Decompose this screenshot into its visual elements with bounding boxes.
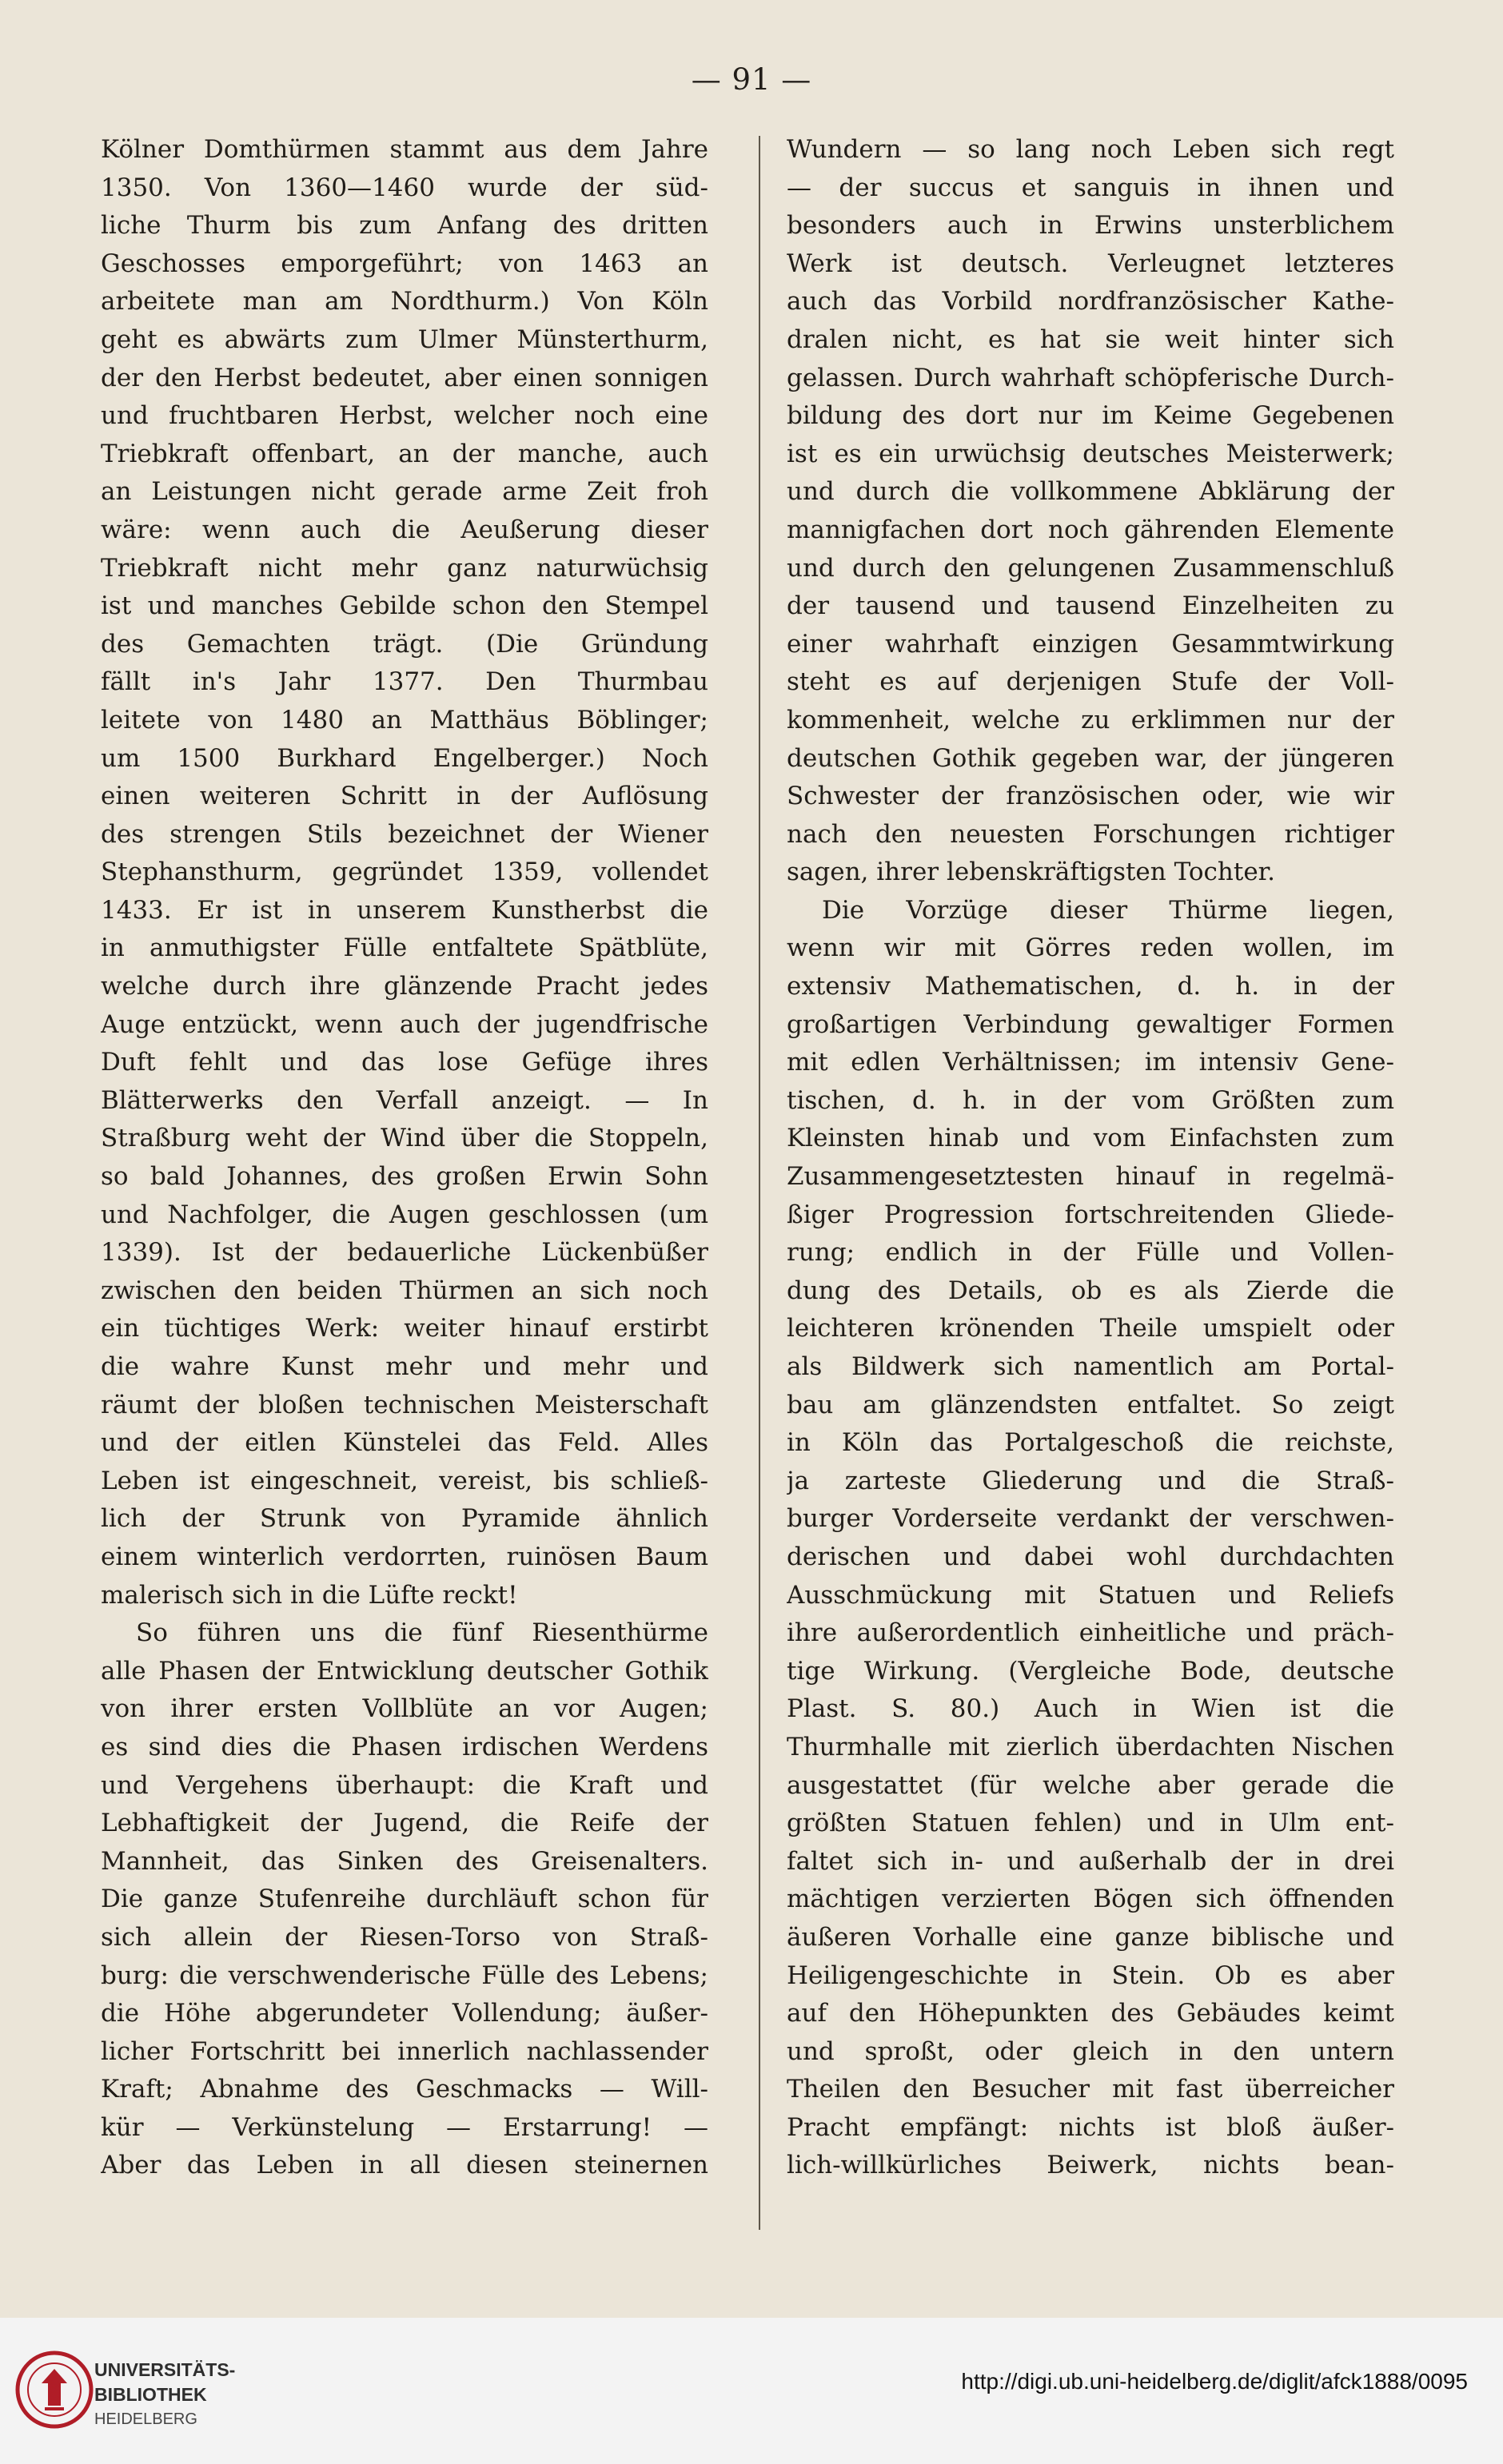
text-line: So führen uns die fünf Riesenthürme: [136, 1618, 708, 1648]
text-line: Kölner Domthürmen stammt aus dem Jahre: [101, 135, 708, 164]
text-line: Duft fehlt und das lose Gefüge ihres: [101, 1048, 708, 1077]
page-number: — 91 —: [691, 62, 812, 97]
text-line: es sind dies die Phasen irdischen Werdens: [101, 1732, 708, 1761]
text-line: 1339). Ist der bedauerliche Lückenbüßer: [101, 1238, 708, 1268]
text-line: sagen, ihrer lebenskräftigsten Tochter.: [787, 858, 1275, 887]
text-line: ihre außerordentlich einheitliche und präch-: [787, 1618, 1394, 1648]
text-line: einer wahrhaft einzigen Gesammtwirkung: [787, 629, 1394, 659]
text-line: mit edlen Verhältnissen; im intensiv Gene-: [787, 1048, 1394, 1077]
text-line: kür — Verkünstelung — Erstarrung! —: [101, 2112, 708, 2142]
text-line: äußeren Vorhalle eine ganze biblische und: [787, 1922, 1394, 1952]
text-line: mannigfachen dort noch gährenden Elemente: [787, 515, 1394, 544]
text-line: Heiligengeschichte in Stein. Ob es aber: [787, 1960, 1394, 1990]
text-line: mächtigen verzierten Bögen sich öffnenden: [787, 1885, 1394, 1914]
text-line: 1433. Er ist in unserem Kunstherbst die: [101, 895, 708, 925]
text-line: der den Herbst bedeutet, aber einen sonnigen: [101, 363, 708, 392]
text-line: ein tüchtiges Werk: weiter hinauf erstirbt: [101, 1314, 708, 1343]
text-line: um 1500 Burkhard Engelberger.) Noch: [101, 743, 708, 773]
library-name-line-3: HEIDELBERG: [94, 2410, 197, 2428]
university-seal-icon: [14, 2350, 94, 2430]
text-line: 1350. Von 1360—1460 wurde der süd-: [101, 173, 708, 202]
text-line: geht es abwärts zum Ulmer Münsterthurm,: [101, 324, 708, 354]
text-line: und durch die vollkommene Abklärung der: [787, 477, 1394, 507]
text-line: Die Vorzüge dieser Thürme liegen,: [822, 895, 1394, 925]
text-line: ja zarteste Gliederung und die Straß-: [787, 1466, 1394, 1495]
text-line: die Höhe abgerundeter Vollendung; äußer-: [101, 1999, 708, 2028]
text-line: Wundern — so lang noch Leben sich regt: [787, 135, 1394, 164]
text-line: und der eitlen Künstelei das Feld. Alles: [101, 1428, 708, 1458]
text-line: faltet sich in- und außerhalb der in drei: [787, 1846, 1394, 1876]
right-text-column: [787, 131, 1394, 2185]
text-line: einen weiteren Schritt in der Auflösung: [101, 782, 708, 811]
text-line: lich der Strunk von Pyramide ähnlich: [101, 1504, 708, 1534]
text-line: die wahre Kunst mehr und mehr und: [101, 1352, 708, 1381]
text-line: des Gemachten trägt. (Die Gründung: [101, 629, 708, 659]
text-line: dung des Details, ob es als Zierde die: [787, 1276, 1394, 1305]
text-line: Geschosses emporgeführt; von 1463 an: [101, 249, 708, 278]
text-line: steht es auf derjenigen Stufe der Voll-: [787, 667, 1394, 697]
text-line: bau am glänzendsten entfaltet. So zeigt: [787, 1390, 1394, 1419]
text-line: dralen nicht, es hat sie weit hinter sich: [787, 324, 1394, 354]
text-line: des strengen Stils bezeichnet der Wiener: [101, 819, 708, 849]
text-line: und durch den gelungenen Zusammenschluß: [787, 553, 1394, 583]
text-line: derischen und dabei wohl durchdachten: [787, 1542, 1394, 1571]
text-line: — der succus et sanguis in ihnen und: [787, 173, 1394, 202]
text-line: Triebkraft offenbart, an der manche, auch: [101, 439, 708, 468]
text-line: deutschen Gothik gegeben war, der jüngeren: [787, 743, 1394, 773]
text-line: extensiv Mathematischen, d. h. in der: [787, 972, 1394, 1001]
library-footer: [0, 2318, 1503, 2464]
text-line: auf den Höhepunkten des Gebäudes keimt: [787, 1999, 1394, 2028]
text-line: burger Vorderseite verdankt der verschwen-: [787, 1504, 1394, 1534]
text-line: tige Wirkung. (Vergleiche Bode, deutsche: [787, 1656, 1394, 1686]
text-line: größten Statuen fehlen) und in Ulm ent-: [787, 1809, 1394, 1838]
text-line: so bald Johannes, des großen Erwin Sohn: [101, 1162, 708, 1192]
text-line: großartigen Verbindung gewaltiger Formen: [787, 1009, 1394, 1039]
text-line: lich-willkürliches Beiwerk, nichts bean-: [787, 2151, 1394, 2180]
library-name-line-1: UNIVERSITÄTS-: [94, 2359, 236, 2380]
text-line: Mannheit, das Sinken des Greisenalters.: [101, 1846, 708, 1876]
library-name-line-2: BIBLIOTHEK: [94, 2384, 207, 2405]
text-line: welche durch ihre glänzende Pracht jedes: [101, 972, 708, 1001]
text-line: nach den neuesten Forschungen richtiger: [787, 819, 1394, 849]
text-line: Straßburg weht der Wind über die Stoppeln,: [101, 1124, 708, 1153]
text-line: alle Phasen der Entwicklung deutscher Gothik: [101, 1656, 708, 1686]
text-line: von ihrer ersten Vollblüte an vor Augen;: [101, 1694, 708, 1724]
text-line: in anmuthigster Fülle entfaltete Spätblüte,: [101, 933, 708, 963]
text-line: wenn wir mit Görres reden wollen, im: [787, 933, 1394, 963]
text-line: sich allein der Riesen-Torso von Straß-: [101, 1922, 708, 1952]
text-line: als Bildwerk sich namentlich am Portal-: [787, 1352, 1394, 1381]
text-line: und fruchtbaren Herbst, welcher noch eine: [101, 401, 708, 431]
text-line: Triebkraft nicht mehr ganz naturwüchsig: [101, 553, 708, 583]
text-line: an Leistungen nicht gerade arme Zeit froh: [101, 477, 708, 507]
left-text-column: [101, 131, 708, 2185]
text-line: Lebhaftigkeit der Jugend, die Reife der: [101, 1809, 708, 1838]
text-line: Leben ist eingeschneit, vereist, bis schließ-: [101, 1466, 708, 1495]
text-line: räumt der bloßen technischen Meisterschaft: [101, 1390, 708, 1419]
text-line: in Köln das Portalgeschoß die reichste,: [787, 1428, 1394, 1458]
digital-library-link[interactable]: http://digi.ub.uni-heidelberg.de/diglit/afck1888/0095: [961, 2369, 1468, 2394]
text-line: licher Fortschritt bei innerlich nachlassender: [101, 2036, 708, 2066]
text-line: arbeitete man am Nordthurm.) Von Köln: [101, 287, 708, 316]
text-line: ausgestattet (für welche aber gerade die: [787, 1770, 1394, 1800]
text-line: leitete von 1480 an Matthäus Böblinger;: [101, 705, 708, 734]
text-line: Theilen den Besucher mit fast überreicher: [787, 2075, 1394, 2104]
text-line: ist es ein urwüchsig deutsches Meisterwerk;: [787, 439, 1394, 468]
text-line: malerisch sich in die Lüfte reckt!: [101, 1580, 518, 1610]
text-line: Werk ist deutsch. Verleugnet letzteres: [787, 249, 1394, 278]
text-line: Die ganze Stufenreihe durchläuft schon für: [101, 1885, 708, 1914]
text-line: Aber das Leben in all diesen steinernen: [101, 2151, 708, 2180]
text-line: Schwester der französischen oder, wie wir: [787, 782, 1394, 811]
text-line: ist und manches Gebilde schon den Stempel: [101, 591, 708, 621]
text-line: Ausschmückung mit Statuen und Reliefs: [787, 1580, 1394, 1610]
text-line: Thurmhalle mit zierlich überdachten Nischen: [787, 1732, 1394, 1761]
text-line: Kleinsten hinab und vom Einfachsten zum: [787, 1124, 1394, 1153]
text-line: bildung des dort nur im Keime Gegebenen: [787, 401, 1394, 431]
text-line: ßiger Progression fortschreitenden Gliede-: [787, 1200, 1394, 1229]
text-line: Zusammengesetztesten hinauf in regelmä-: [787, 1162, 1394, 1192]
text-line: Pracht empfängt: nichts ist bloß äußer-: [787, 2112, 1394, 2142]
text-line: und Nachfolger, die Augen geschlossen (um: [101, 1200, 708, 1229]
text-line: und Vergehens überhaupt: die Kraft und: [101, 1770, 708, 1800]
text-line: kommenheit, welche zu erklimmen nur der: [787, 705, 1394, 734]
text-line: besonders auch in Erwins unsterblichem: [787, 211, 1394, 241]
column-divider: [759, 136, 760, 2230]
text-line: liche Thurm bis zum Anfang des dritten: [101, 211, 708, 241]
text-line: zwischen den beiden Thürmen an sich noch: [101, 1276, 708, 1305]
text-line: rung; endlich in der Fülle und Vollen-: [787, 1238, 1394, 1268]
text-line: Auge entzückt, wenn auch der jugendfrische: [101, 1009, 708, 1039]
text-line: Stephansthurm, gegründet 1359, vollendet: [101, 858, 708, 887]
text-line: Plast. S. 80.) Auch in Wien ist die: [787, 1694, 1394, 1724]
text-line: einem winterlich verdorrten, ruinösen Baum: [101, 1542, 708, 1571]
text-line: wäre: wenn auch die Aeußerung dieser: [101, 515, 708, 544]
text-line: und sproßt, oder gleich in den untern: [787, 2036, 1394, 2066]
text-line: fällt in's Jahr 1377. Den Thurmbau: [101, 667, 708, 697]
text-line: gelassen. Durch wahrhaft schöpferische Durch-: [787, 363, 1394, 392]
library-name: [94, 2358, 235, 2432]
text-line: der tausend und tausend Einzelheiten zu: [787, 591, 1394, 621]
text-line: burg: die verschwenderische Fülle des Lebens;: [101, 1960, 708, 1990]
text-line: Blätterwerks den Verfall anzeigt. — In: [101, 1085, 708, 1115]
text-line: leichteren krönenden Theile umspielt oder: [787, 1314, 1394, 1343]
text-line: tischen, d. h. in der vom Größten zum: [787, 1085, 1394, 1115]
text-line: auch das Vorbild nordfranzösischer Kathe-: [787, 287, 1394, 316]
text-line: Kraft; Abnahme des Geschmacks — Will-: [101, 2075, 708, 2104]
